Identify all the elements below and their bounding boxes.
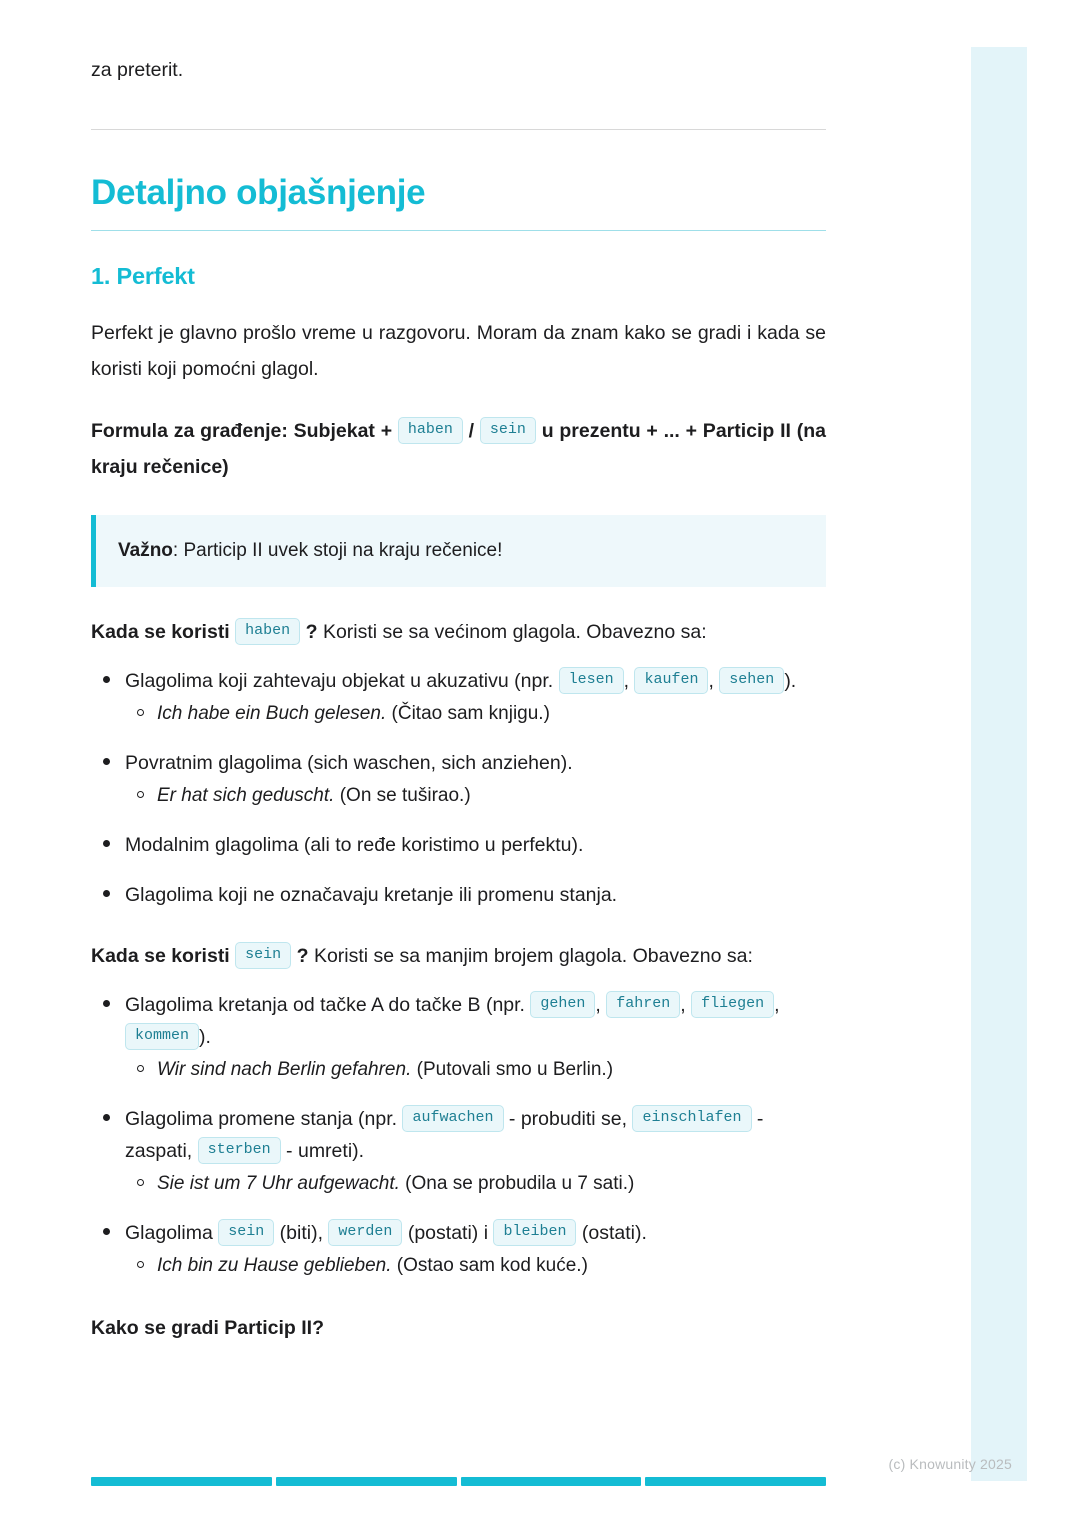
code-chip-fahren: fahren	[606, 991, 680, 1018]
list-item	[125, 1217, 826, 1281]
progress-segment[interactable]	[276, 1477, 457, 1486]
haben-lead	[91, 617, 826, 647]
sein-lead-bold: Kada se koristi	[91, 945, 230, 967]
page-progress-bar[interactable]	[91, 1477, 826, 1486]
example-sentence: Ich bin zu Hause geblieben.	[157, 1255, 392, 1276]
code-chip-kommen: kommen	[125, 1023, 199, 1050]
item-text: Glagolima kretanja od tačke A do tačke B (npr.	[125, 994, 531, 1016]
haben-lead-bold: Kada se koristi	[91, 621, 230, 643]
code-chip-sein-verb: sein	[218, 1219, 274, 1246]
sein-lead	[91, 941, 826, 971]
list-item	[157, 1055, 826, 1085]
example-sublist	[125, 781, 826, 811]
code-chip-sein-lead: sein	[235, 942, 291, 969]
sein-list	[91, 989, 826, 1281]
code-chip-bleiben: bleiben	[493, 1219, 576, 1246]
example-sublist	[125, 1169, 826, 1199]
sein-lead-rest: Koristi se sa manjim brojem glagola. Obavezno sa:	[313, 945, 753, 967]
example-sentence: Sie ist um 7 Uhr aufgewacht.	[157, 1173, 400, 1194]
haben-lead-q: ?	[305, 621, 318, 643]
item-text: Glagolima	[125, 1222, 219, 1244]
list-item: Glagolima kretanja od tačke A do tačke B (npr. gehen , fahren , fliegen , kommen ). Wir sind nach Berlin gefahren. (Putovali smo u Berlin.)	[125, 989, 826, 1085]
item-text: Glagolima koji zahtevaju objekat u akuzativu (npr.	[125, 670, 559, 692]
formula-middle: u prezentu + ... + Particip II (na kraju rečenice)	[91, 420, 826, 478]
haben-lead-rest: Koristi se sa većinom glagola. Obavezno sa:	[322, 621, 707, 643]
divider-under-title	[91, 230, 826, 231]
code-chip-sein: sein	[480, 417, 536, 444]
code-chip-aufwachen: aufwachen	[402, 1105, 503, 1132]
top-text-fragment: za preterit.	[91, 59, 184, 81]
code-chip-kaufen: kaufen	[634, 667, 708, 694]
formula-separator: /	[462, 420, 480, 442]
bullet-icon	[103, 1114, 110, 1121]
example-translation: (Putovali smo u Berlin.)	[416, 1059, 614, 1080]
sub-bullet-icon	[137, 709, 144, 716]
watermark: (c) Knowunity 2025	[888, 1456, 1012, 1472]
haben-list	[91, 665, 826, 911]
closing-question: Kako se gradi Particip II?	[91, 1317, 324, 1339]
example-sentence: Wir sind nach Berlin gefahren.	[157, 1059, 412, 1080]
example-translation: (Ona se probudila u 7 sati.)	[405, 1173, 635, 1194]
sein-lead-q: ?	[296, 945, 309, 967]
code-chip-haben-lead: haben	[235, 618, 300, 645]
item-inline-1: (postati) i	[402, 1222, 494, 1244]
example-translation: (Čitao sam knjigu.)	[391, 703, 550, 724]
item-inline-2: (ostati).	[576, 1222, 647, 1244]
example-sublist	[125, 699, 826, 729]
bullet-icon	[103, 758, 110, 765]
list-item	[157, 781, 826, 811]
progress-segment[interactable]	[645, 1477, 826, 1486]
formula-prefix: Formula za građenje: Subjekat +	[91, 420, 398, 442]
list-item	[125, 1103, 826, 1199]
callout-text: : Particip II uvek stoji na kraju rečenice!	[172, 540, 503, 561]
bullet-icon	[103, 676, 110, 683]
example-sublist	[125, 1251, 826, 1281]
item-text: Glagolima koji ne označavaju kretanje ili promenu stanja.	[125, 884, 618, 906]
bullet-icon	[103, 1000, 110, 1007]
code-chip-sterben: sterben	[198, 1137, 281, 1164]
important-callout	[91, 515, 826, 587]
page-title: Detaljno objašnjenje	[91, 173, 426, 212]
example-translation: (On se tuširao.)	[339, 785, 471, 806]
sub-bullet-icon	[137, 1179, 144, 1186]
subsection-title: 1. Perfekt	[91, 263, 195, 289]
list-item: Glagolima koji zahtevaju objekat u akuzativu (npr. lesen , kaufen , sehen ). Ich habe ein Buch gelesen. (Čitao sam knjigu.)	[125, 665, 826, 729]
sub-bullet-icon	[137, 1261, 144, 1268]
formula-line	[91, 413, 826, 485]
example-sentence: Ich habe ein Buch gelesen.	[157, 703, 387, 724]
example-sublist	[125, 1055, 826, 1085]
code-chip-sehen: sehen	[719, 667, 784, 694]
callout-label: Važno	[118, 540, 173, 561]
divider-top	[91, 129, 826, 130]
list-item	[157, 1251, 826, 1281]
sub-bullet-icon	[137, 1065, 144, 1072]
code-chip-lesen: lesen	[559, 667, 624, 694]
code-chip-einschlafen: einschlafen	[632, 1105, 751, 1132]
list-item	[157, 1169, 826, 1199]
list-item	[125, 879, 826, 911]
item-inline-1: - zaspati,	[125, 1108, 764, 1162]
item-text: Povratnim glagolima (sich waschen, sich anziehen).	[125, 752, 573, 774]
item-text-after: ).	[784, 670, 797, 692]
example-translation: (Ostao sam kod kuće.)	[396, 1255, 588, 1276]
code-chip-gehen: gehen	[530, 991, 595, 1018]
code-chip-werden: werden	[328, 1219, 402, 1246]
document-content	[91, 0, 826, 1343]
progress-segment[interactable]	[461, 1477, 642, 1486]
progress-segment[interactable]	[91, 1477, 272, 1486]
item-inline-0: - probuditi se,	[503, 1108, 633, 1130]
code-chip-haben: haben	[398, 417, 463, 444]
list-item	[125, 747, 826, 811]
item-text: Modalnim glagolima (ali to ređe koristimo u perfektu).	[125, 834, 584, 856]
example-sentence: Er hat sich geduscht.	[157, 785, 335, 806]
bullet-icon	[103, 840, 110, 847]
list-item	[125, 829, 826, 861]
item-inline-2: - umreti).	[280, 1140, 365, 1162]
code-chip-fliegen: fliegen	[691, 991, 774, 1018]
item-text: Glagolima promene stanja (npr.	[125, 1108, 403, 1130]
bullet-icon	[103, 890, 110, 897]
side-panel-strip	[971, 47, 1027, 1481]
intro-paragraph: Perfekt je glavno prošlo vreme u razgovoru. Moram da znam kako se gradi i kada se koristi koji pomoćni glagol.	[91, 322, 826, 380]
item-text-after: ).	[199, 1026, 211, 1048]
sub-bullet-icon	[137, 791, 144, 798]
item-inline-0: (biti),	[274, 1222, 329, 1244]
list-item	[157, 699, 826, 729]
bullet-icon	[103, 1228, 110, 1235]
